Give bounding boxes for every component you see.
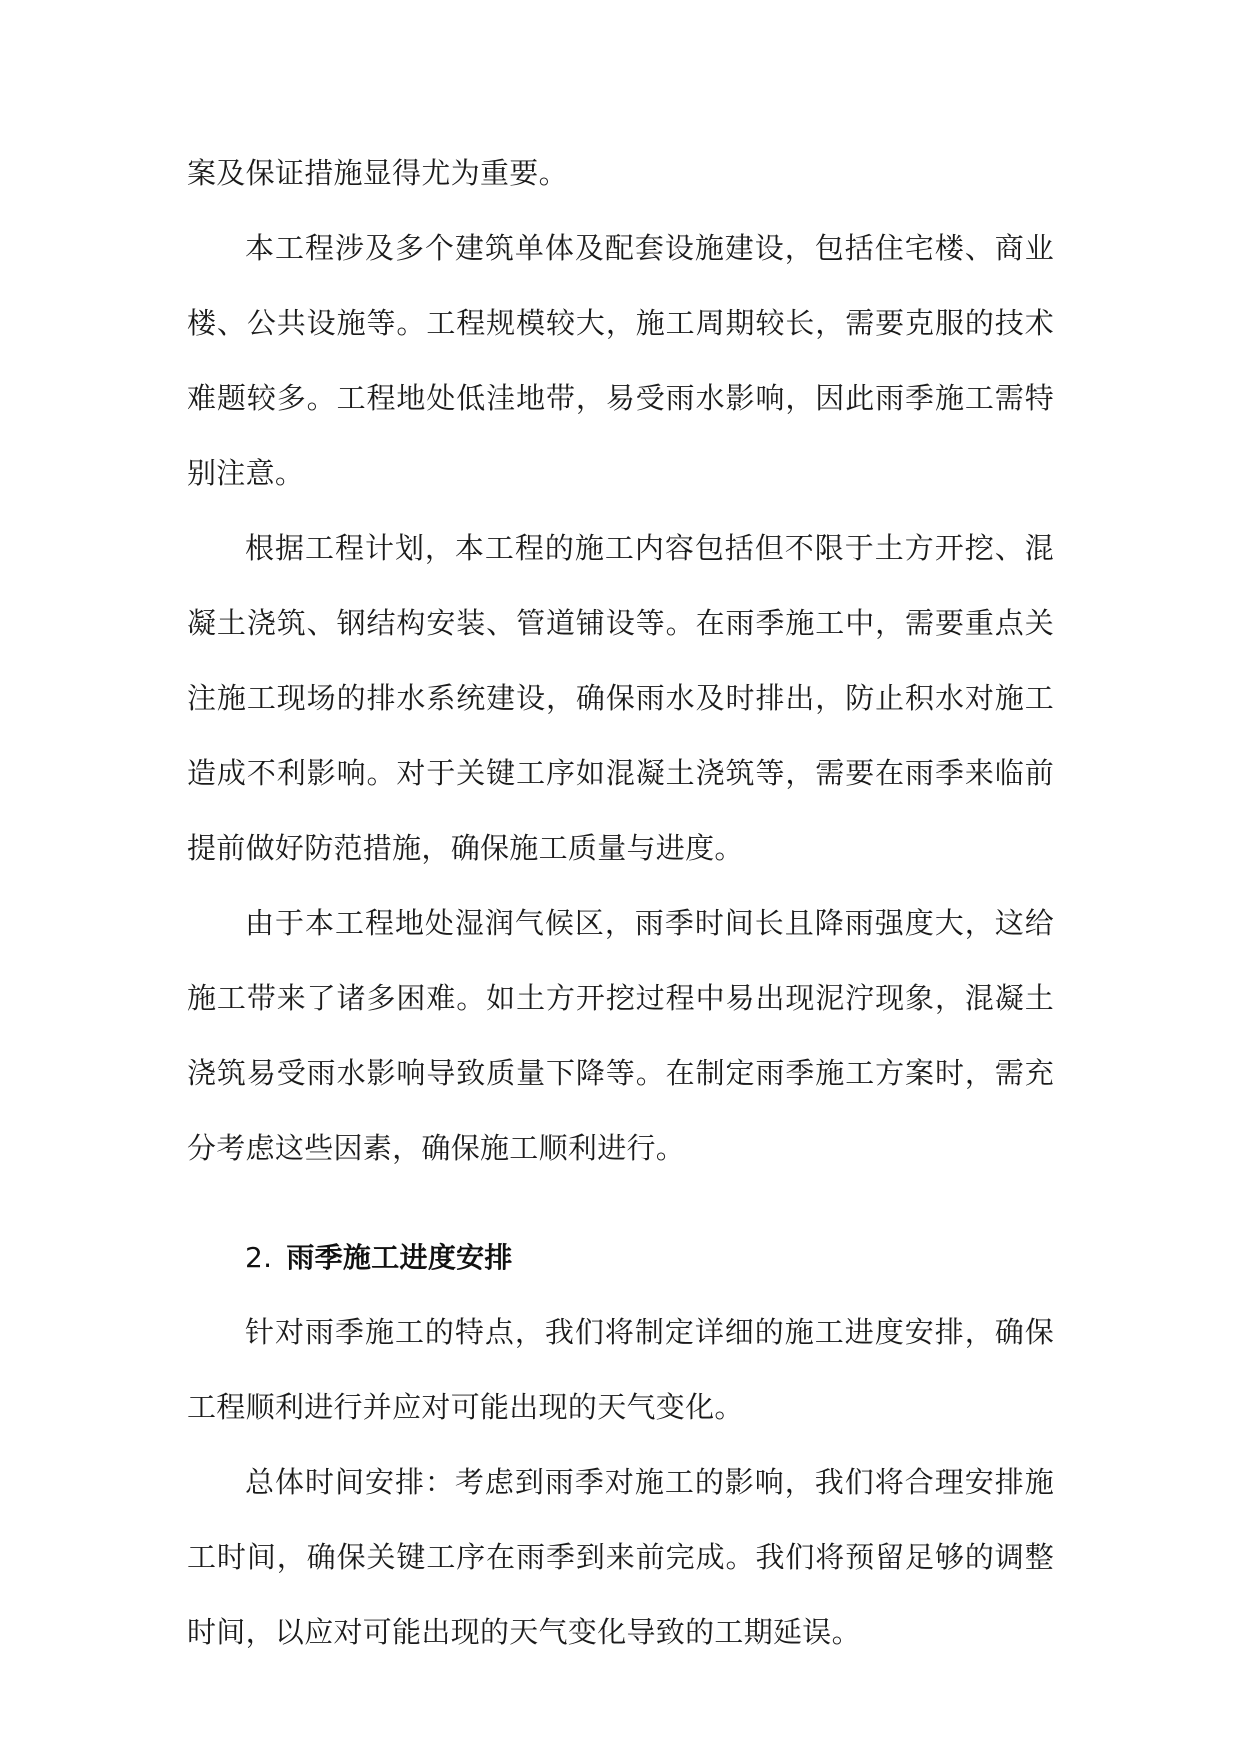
section-title: 雨季施工进度安排 (286, 1241, 513, 1274)
paragraph-construction-content: 根据工程计划，本工程的施工内容包括但不限于土方开挖、混凝土浇筑、钢结构安装、管道铺设等。在雨季施工中，需要重点关注施工现场的排水系统建设，确保雨水及时排出，防止积水对施工造成不利影响。对于关键工序如混凝土浇筑等，需要在雨季来临前提前做好防范措施，确保施工质量与进度。 (187, 531, 1054, 865)
document-body (187, 136, 1054, 1670)
paragraph-project-overview: 本工程涉及多个建筑单体及配套设施建设，包括住宅楼、商业楼、公共设施等。工程规模较大，施工周期较长，需要克服的技术难题较多。工程地处低洼地带，易受雨水影响，因此雨季施工需特别注意。 (187, 231, 1054, 490)
section-number: 2. (245, 1241, 273, 1274)
paragraph-overall-schedule: 总体时间安排：考虑到雨季对施工的影响，我们将合理安排施工时间，确保关键工序在雨季到来前完成。我们将预留足够的调整时间，以应对可能出现的天气变化导致的工期延误。 (187, 1465, 1054, 1649)
paragraph-continuation: 案及保证措施显得尤为重要。 (187, 156, 568, 190)
paragraph-climate-difficulties: 由于本工程地处湿润气候区，雨季时间长且降雨强度大，这给施工带来了诸多困难。如土方开挖过程中易出现泥泞现象，混凝土浇筑易受雨水影响导致质量下降等。在制定雨季施工方案时，需充分考虑这些因素，确保施工顺利进行。 (187, 906, 1054, 1165)
section-heading (187, 1220, 1054, 1295)
paragraph-schedule-intro: 针对雨季施工的特点，我们将制定详细的施工进度安排，确保工程顺利进行并应对可能出现的天气变化。 (187, 1315, 1054, 1424)
